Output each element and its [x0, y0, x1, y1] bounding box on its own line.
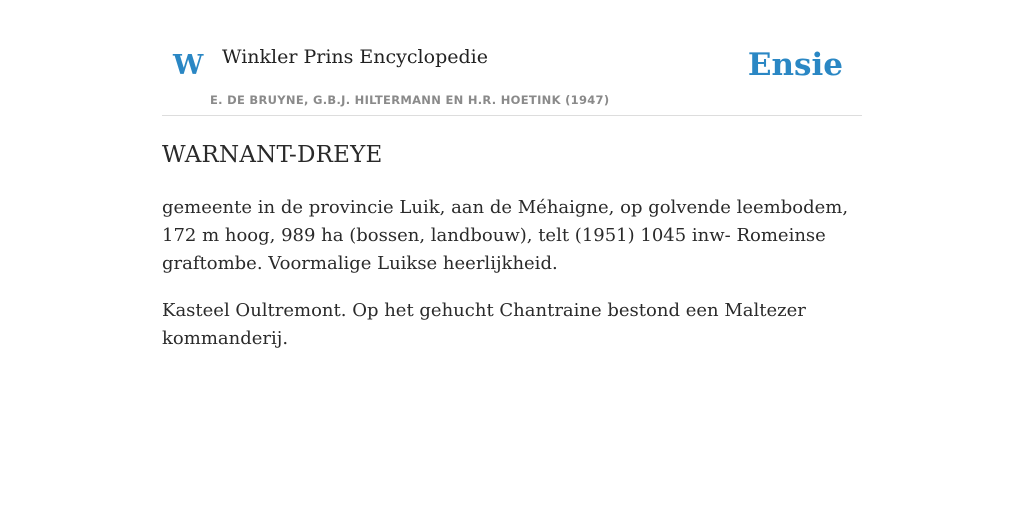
article	[162, 142, 862, 353]
article-paragraph: gemeente in de provincie Luik, aan de Méhaigne, op golvende leembodem, 172 m hoog, 989 ha (bossen, landbouw), telt (1951) 1045 inw- Romeinse graftombe. Voormalige Luikse heerlijkheid.	[162, 196, 849, 274]
source-header	[162, 0, 862, 116]
source-authors: E. DE BRUYNE, G.B.J. HILTERMANN EN H.R. HOETINK (1947)	[210, 93, 610, 107]
source-title-link[interactable]: Winkler Prins Encyclopedie	[222, 46, 488, 68]
article-title: WARNANT-DREYE	[162, 142, 383, 168]
source-logo[interactable]: W	[173, 50, 204, 81]
ensie-logo-link[interactable]: Ensie	[747, 47, 843, 83]
page	[162, 0, 862, 353]
article-paragraph: Kasteel Oultremont. Op het gehucht Chantraine bestond een Maltezer kommanderij.	[162, 299, 806, 349]
article-body	[162, 194, 862, 353]
